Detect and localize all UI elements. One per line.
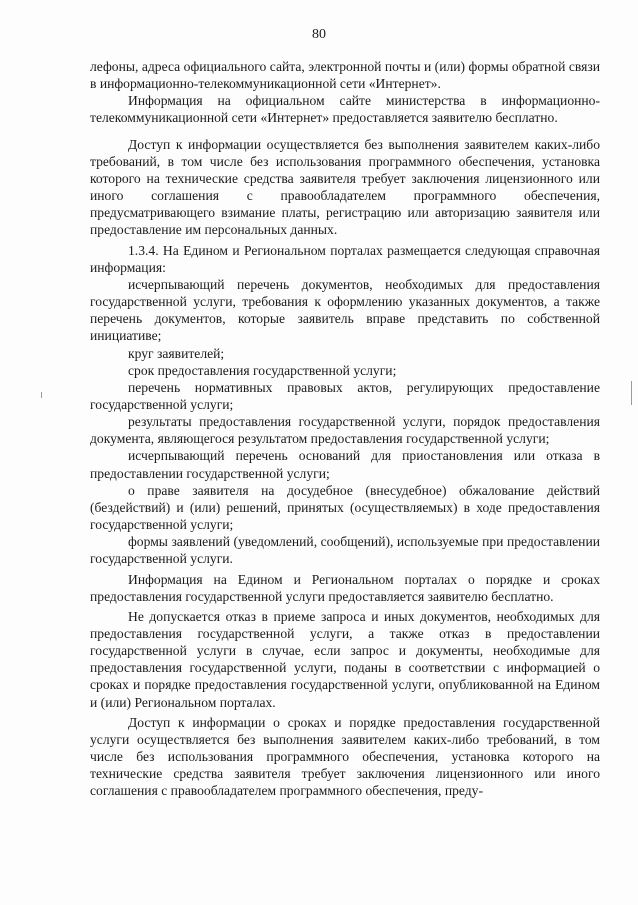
paragraph-access-without-requirements: Доступ к информации осуществляется без выполнения заявителем каких-либо требований, в том числе без использования программного обеспечения, установка которого на технические средства заявителя требует заключения лицензионного или иного соглашения с правообладателем программного обеспечения, предусматривающего взимание платы, регистрацию или авторизацию заявителя или предоставление им персональных данных.: [90, 136, 600, 238]
scan-artifact-left: [41, 392, 42, 398]
scan-artifact-right: [631, 381, 632, 405]
list-item-legal-acts: перечень нормативных правовых актов, регулирующих предоставление государственной услуги;: [90, 379, 600, 412]
list-item-applicants: круг заявителей;: [128, 345, 225, 361]
list-item-service-results: результаты предоставления государственной услуги, порядок предоставления документа, являющегося результатом предоставления государственной услуги;: [90, 414, 600, 447]
list-item-application-forms: формы заявлений (уведомлений, сообщений), используемые при предоставлении государственной услуги.: [90, 534, 600, 567]
page-number: 80: [312, 27, 326, 42]
paragraph-access-to-terms-info: Доступ к информации о сроках и порядке предоставления государственной услуги осуществляется без выполнения заявителем каких-либо требований, в том числе без использования программного обеспечения, установка которого на технические средства заявителя требует заключения лицензионного или иного соглашения с правообладателем программного обеспечения, преду-: [90, 714, 600, 799]
list-item-grounds-for-refusal: исчерпывающий перечень оснований для приостановления или отказа в предоставлении государственной услуги;: [90, 448, 600, 481]
paragraph-portal-info-free: Информация на Едином и Региональном порталах о порядке и сроках предоставления государственной услуги предоставляется заявителю бесплатно.: [90, 571, 600, 604]
list-item-service-term: срок предоставления государственной услуги;: [128, 362, 397, 378]
paragraph-contact-info-end: лефоны, адреса официального сайта, электронной почты и (или) формы обратной связи в информационно-телекоммуникационной сети «Интернет».: [90, 59, 600, 92]
paragraph-refusal-not-allowed: Не допускается отказ в приеме запроса и иных документов, необходимых для предоставления государственной услуги, а также отказ в предоставлении государственной услуги в случае, если запрос и документы, необходимые для предоставления государственной услуги, поданы в соответствии с информацией о сроках и порядке предоставления государственной услуги, опубликованной на Едином и (или) Региональном порталах.: [90, 608, 600, 710]
paragraph-section-1-3-4: 1.3.4. На Едином и Региональном порталах размещается следующая справочная информация:: [90, 242, 600, 275]
paragraph-ministry-site-info: Информация на официальном сайте министерства в информационно-телекоммуникационной сети «Интернет» предоставляется заявителю бесплатно.: [90, 93, 600, 126]
list-item-appeal-rights: о праве заявителя на досудебное (внесудебное) обжалование действий (бездействий) и (или) решений, принятых (осуществляемых) в ходе предоставления государственной услуги;: [90, 482, 600, 533]
document-body: [90, 58, 600, 800]
list-item-documents-list: исчерпывающий перечень документов, необходимых для предоставления государственной услуги, требования к оформлению указанных документов, а также перечень документов, которые заявитель вправе представить по собственной инициативе;: [90, 276, 600, 344]
